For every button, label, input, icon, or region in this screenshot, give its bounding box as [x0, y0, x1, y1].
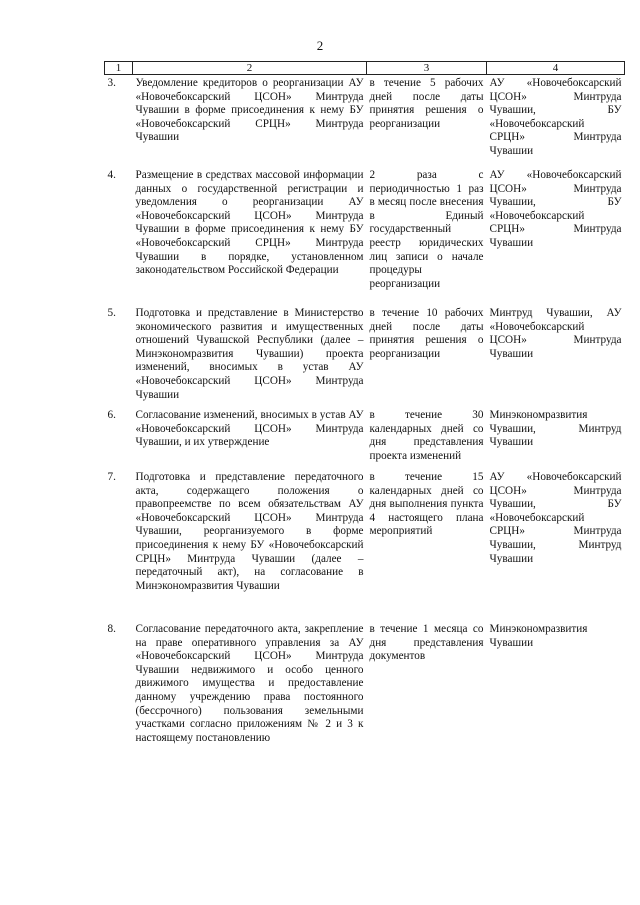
responsible-cell: Минэкономразвития Чувашии, Минтруд Чувашии: [489, 409, 622, 449]
responsible-cell: АУ «Новочебоксарский ЦСОН» Минтруда Чувашии, БУ «Новочебоксарский СРЦН» Минтруда Чувашии: [489, 77, 622, 157]
table-row: [105, 621, 625, 773]
responsible-cell: АУ «Новочебоксарский ЦСОН» Минтруда Чувашии, БУ «Новочебоксарский СРЦН» Минтруда Чувашии: [489, 169, 622, 249]
row-number: 7.: [107, 471, 116, 483]
action-cell: Согласование изменений, вносимых в устав АУ «Новочебоксарский ЦСОН» Минтруда Чувашии, и их утверждение: [135, 409, 364, 449]
deadline-cell: в течение 15 календарных дней со дня выполнения пункта 4 настоящего плана мероприятий: [369, 471, 484, 538]
deadline-cell: 2 раза с периодичностью 1 раз в месяц после внесения в Единый государственный реестр юридических лиц записи о начале процедуры реорганизации: [369, 169, 484, 290]
table-row: [105, 469, 625, 621]
table-row: [105, 305, 625, 407]
table-row: [105, 407, 625, 469]
deadline-cell: в течение 10 рабочих дней после даты принятия решения о реорганизации: [369, 307, 484, 360]
column-header-3: 3: [367, 62, 487, 75]
row-number: 4.: [107, 169, 116, 181]
action-cell: Уведомление кредиторов о реорганизации АУ «Новочебоксарский ЦСОН» Минтруда Чувашии в форме присоединения к нему БУ «Новочебоксарский СРЦН» Минтруда Чувашии: [135, 77, 364, 144]
column-header-4: 4: [487, 62, 625, 75]
responsible-cell: Минтруд Чувашии, АУ «Новочебоксарский ЦСОН» Минтруда Чувашии: [489, 307, 622, 360]
deadline-cell: в течение 1 месяца со дня представления документов: [369, 623, 484, 663]
responsible-cell: Минэкономразвития Чувашии: [489, 623, 588, 649]
table-row: [105, 167, 625, 305]
row-number: 6.: [107, 409, 116, 421]
action-cell: Размещение в средствах массовой информации данных о государственной регистрации и уведомления о реорганизации АУ «Новочебоксарский ЦСОН» Минтруда Чувашии в форме присоединения к нему БУ «Новочебоксарский СРЦН» Минтруда Чувашии в порядке, установленном законодательством Российской Федерации: [135, 169, 364, 277]
row-number: 8.: [107, 623, 116, 635]
action-cell: Согласование передаточного акта, закрепление на праве оперативного управления за АУ «Новочебоксарский ЦСОН» Минтруда Чувашии недвижимого и особо ценного движимого имущества и предоставление данному учреждению права постоянного (бессрочного) пользования земельными участками согласно приложениям № 2 и 3 к настоящему постановлению: [135, 623, 364, 744]
table-header-row: [105, 62, 625, 75]
page-number: 2: [316, 38, 324, 53]
responsible-cell: АУ «Новочебоксарский ЦСОН» Минтруда Чувашии, БУ «Новочебоксарский СРЦН» Минтруда Чувашии, Минтруд Чувашии: [489, 471, 622, 565]
row-number: 3.: [107, 77, 116, 89]
column-header-2: 2: [133, 62, 367, 75]
action-cell: Подготовка и представление в Министерство экономического развития и имущественных отношений Чувашской Республики (далее – Минэкономразвития Чувашии) проекта изменений, вносимых в устав АУ «Новочебоксарский ЦСОН» Минтруда Чувашии: [135, 307, 364, 401]
deadline-cell: в течение 30 календарных дней со дня представления проекта изменений: [369, 409, 484, 462]
deadline-cell: в течение 5 рабочих дней после даты принятия решения о реорганизации: [369, 77, 484, 130]
column-header-1: 1: [105, 62, 133, 75]
action-cell: Подготовка и представление передаточного акта, содержащего положения о правопреемстве по всем обязательствам АУ «Новочебоксарский ЦСОН» Минтруда Чувашии, реорганизуемого в форме присоединения к нему БУ «Новочебоксарский СРЦН» Минтруда Чувашии (далее – передаточный акт), на согласование в Минэкономразвития Чувашии: [135, 471, 364, 592]
activities-table: [104, 61, 625, 773]
table-row: [105, 75, 625, 168]
row-number: 5.: [107, 307, 116, 319]
